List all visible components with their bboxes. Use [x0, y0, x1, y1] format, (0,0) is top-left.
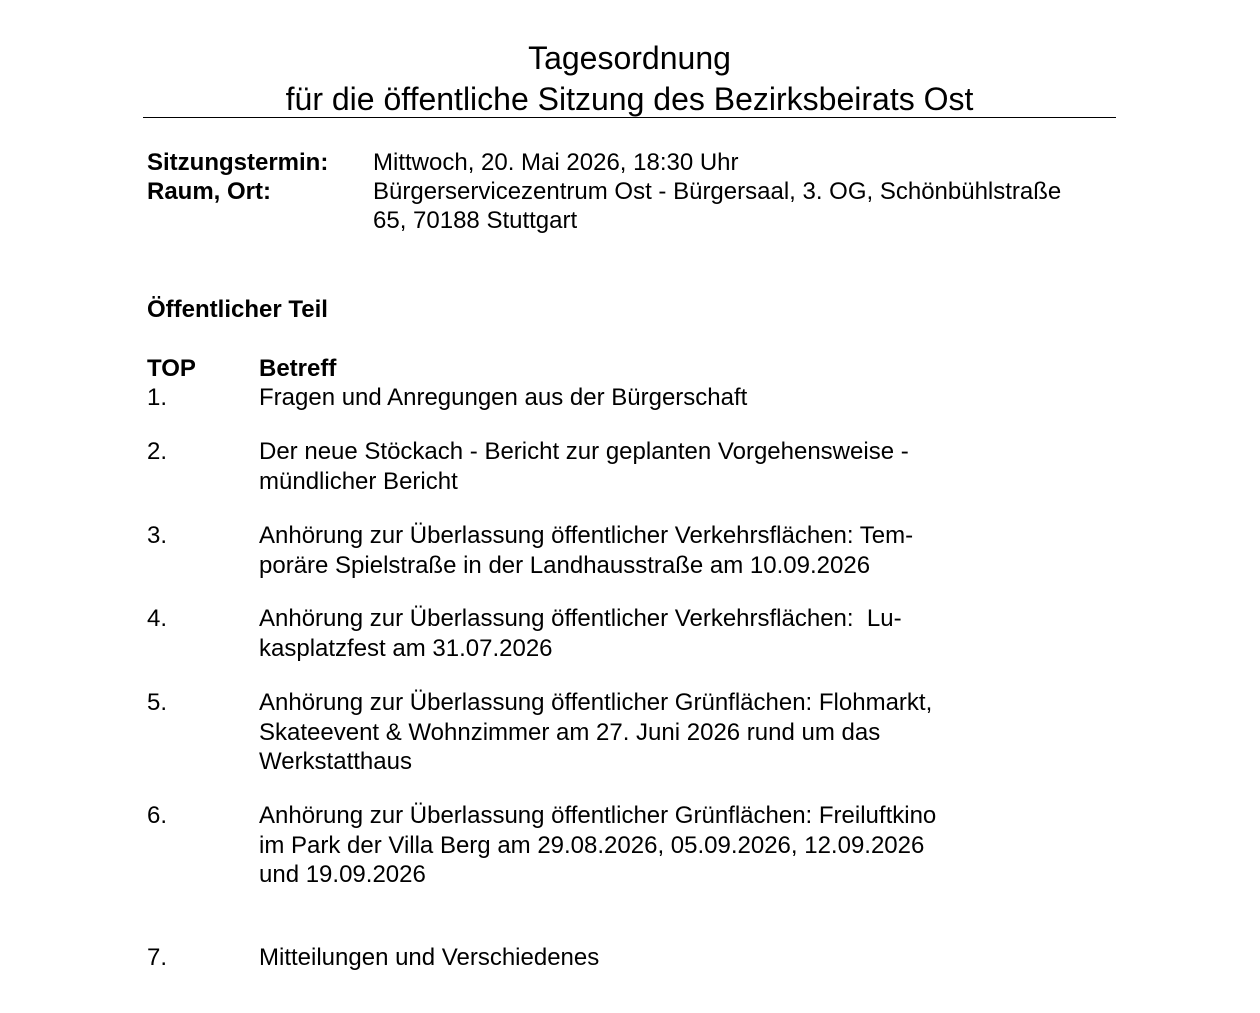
- agenda-item-number: 5.: [147, 689, 168, 716]
- title-line-1: Tagesordnung: [528, 40, 731, 76]
- column-header-subject: Betreff: [259, 355, 337, 382]
- agenda-item-line: poräre Spielstraße in der Landhausstraße am 10.09.2026: [259, 551, 871, 579]
- agenda-item-number: 6.: [147, 802, 168, 829]
- document-title: [143, 38, 1116, 120]
- agenda-item-subject: [259, 437, 999, 496]
- agenda-item-line: Fragen und Anregungen aus der Bürgerschaft: [259, 384, 748, 411]
- agenda-item-subject: [259, 521, 999, 580]
- agenda-item-line: Mitteilungen und Verschiedenes: [259, 944, 600, 971]
- meeting-date-value: Mittwoch, 20. Mai 2026, 18:30 Uhr: [373, 149, 739, 176]
- meeting-place-value: [373, 177, 1118, 235]
- column-header-top: TOP: [147, 355, 196, 382]
- meeting-place-line-2: 65, 70188 Stuttgart: [373, 207, 578, 234]
- agenda-item-line: und 19.09.2026: [259, 861, 426, 888]
- agenda-item-subject: [259, 383, 999, 413]
- agenda-item-line: Anhörung zur Überlassung öffentlicher Grünflächen: Flohmarkt,: [259, 689, 933, 716]
- agenda-item-line: Anhörung zur Überlassung öffentlicher Grünflächen: Freiluftkino: [259, 802, 937, 829]
- agenda-item-line: im Park der Villa Berg am 29.08.2026, 05.09.2026, 12.09.2026: [259, 831, 925, 859]
- title-divider: [143, 117, 1116, 118]
- agenda-item-number: 2.: [147, 438, 168, 465]
- agenda-item-subject: [259, 801, 999, 890]
- agenda-item-subject: [259, 688, 999, 777]
- agenda-item-line: Anhörung zur Überlassung öffentlicher Verkehrsflächen: Tem-: [259, 522, 914, 549]
- agenda-item-subject: [259, 604, 999, 663]
- agenda-item-number: 7.: [147, 944, 168, 971]
- agenda-item-line: Werkstatthaus: [259, 748, 412, 775]
- agenda-item-line: Anhörung zur Überlassung öffentlicher Verkehrsflächen: Lu-: [259, 605, 902, 632]
- agenda-item-subject: [259, 943, 999, 973]
- agenda-item-number: 1.: [147, 384, 168, 411]
- section-title: Öffentlicher Teil: [147, 296, 328, 323]
- agenda-item-number: 4.: [147, 605, 168, 632]
- meeting-date-label: Sitzungstermin:: [147, 149, 329, 176]
- agenda-item-line: kasplatzfest am 31.07.2026: [259, 634, 553, 662]
- agenda-item-number: 3.: [147, 522, 168, 549]
- meeting-place-label: Raum, Ort:: [147, 178, 272, 205]
- meeting-place-line-1: Bürgerservicezentrum Ost - Bürgersaal, 3. OG, Schönbühlstraße: [373, 178, 1062, 205]
- agenda-item-line: Skateevent & Wohnzimmer am 27. Juni 2026 rund um das: [259, 718, 881, 746]
- agenda-item-line: mündlicher Bericht: [259, 467, 458, 495]
- title-line-2: für die öffentliche Sitzung des Bezirksbeirats Ost: [285, 81, 974, 117]
- agenda-item-line: Der neue Stöckach - Bericht zur geplanten Vorgehensweise -: [259, 438, 909, 465]
